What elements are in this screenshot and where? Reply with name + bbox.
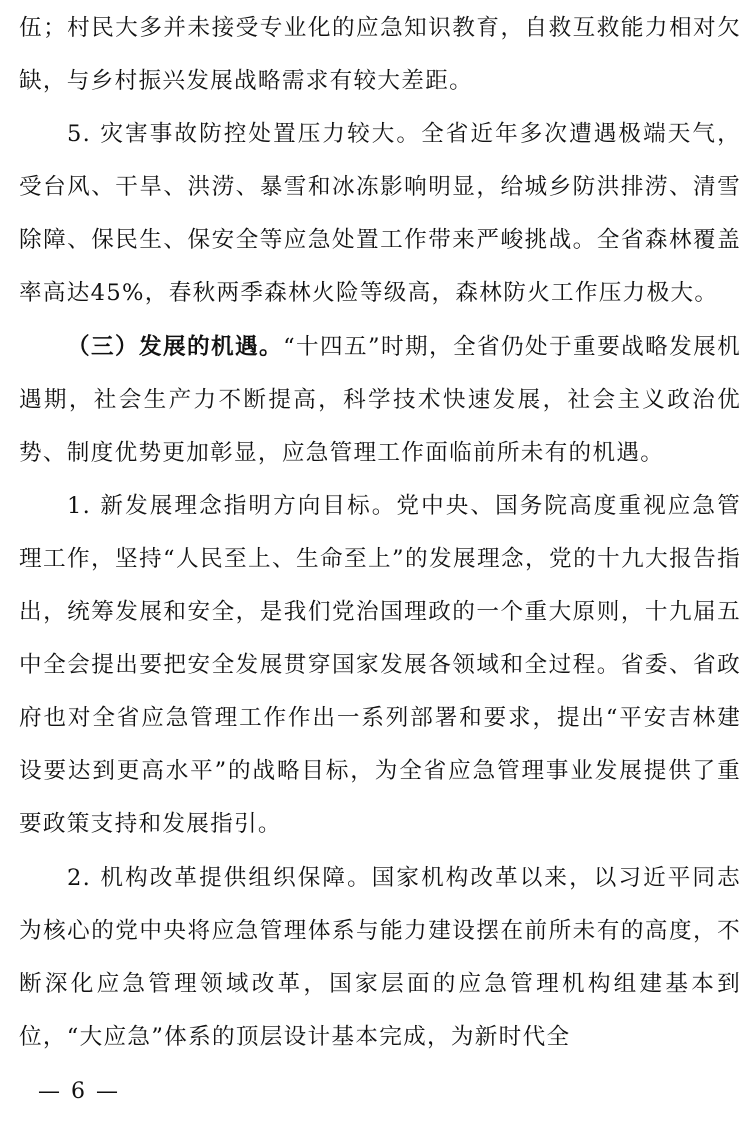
page-number: — 6 —	[38, 1079, 120, 1104]
paragraph-new-development-concept: 1. 新发展理念指明方向目标。党中央、国务院高度重视应急管理工作，坚持“人民至上、生命至上”的发展理念，党的十九大报告指出，统筹发展和安全，是我们党治国理政的一个重大原则，十九届五中全会提出要把安全发展贯穿国家发展各领域和全过程。省委、省政府也对全省应急管理工作作出一系列部署和要求，提出“平安吉林建设要达到更高水平”的战略目标，为全省应急管理事业发展提供了重要政策支持和发展指引。	[19, 492, 741, 838]
paragraph-disaster-pressure: 5. 灾害事故防控处置压力较大。全省近年多次遭遇极端天气，受台风、干旱、洪涝、暴雪和冰冻影响明显，给城乡防洪排涝、清雪除障、保民生、保安全等应急处置工作带来严峻挑战。全省森林覆盖率高达45%，春秋两季森林火险等级高，森林防火工作压力极大。	[19, 121, 741, 307]
paragraph-institutional-reform: 2. 机构改革提供组织保障。国家机构改革以来，以习近平同志为核心的党中央将应急管理体系与能力建设摆在前所未有的高度，不断深化应急管理领域改革，国家层面的应急管理机构组建基本到位，“大应急”体系的顶层设计基本完成，为新时代全	[19, 864, 741, 1050]
document-body	[19, 2, 741, 1064]
paragraph-continuation: 伍；村民大多并未接受专业化的应急知识教育，自救互救能力相对欠缺，与乡村振兴发展战略需求有较大差距。	[19, 15, 741, 95]
paragraph-development-opportunity	[19, 321, 741, 480]
paragraph-opportunity-text: “十四五”时期，全省仍处于重要战略发展机遇期，社会生产力不断提高，科学技术快速发展，社会主义政治优势、制度优势更加彰显，应急管理工作面临前所未有的机遇。	[19, 333, 741, 466]
section-heading-opportunity: （三）发展的机遇。	[67, 333, 284, 360]
